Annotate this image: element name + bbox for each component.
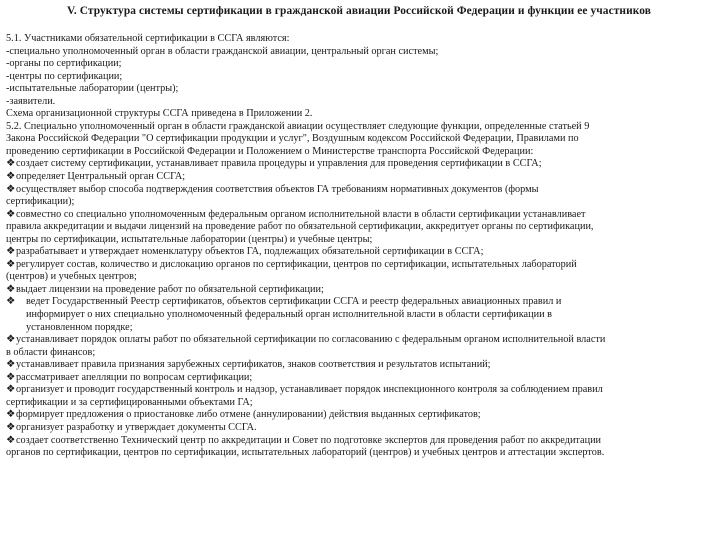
text-line: -центры по сертификации;: [6, 70, 123, 82]
text-line: -заявители.: [6, 95, 56, 107]
text-line: проведению сертификации в Российской Федерации и Положением о Министерстве транспорта Российской Федерации:: [6, 145, 534, 157]
bullet-item: [6, 409, 712, 422]
text-line: органов по сертификации, центров по сертификации, испытательных лабораторий (центров) и учебных центров и аттестации экспертов.: [6, 447, 605, 459]
text-line: (центров) и учебных центров;: [6, 271, 137, 283]
diamond-bullet-icon: ❖: [6, 283, 16, 295]
diamond-bullet-icon: ❖: [6, 246, 16, 258]
text-line: сертификации);: [6, 196, 75, 208]
diamond-bullet-icon: ❖: [6, 371, 16, 383]
bullet-item-text: организует разработку и утверждает документы ССГА.: [16, 421, 257, 433]
text-line: Закона Российской Федерации "О сертификации продукции и услуг", Воздушным кодексом Российской Федерации, Правилами по: [6, 133, 579, 145]
bullet-item-text: регулирует состав, количество и дислокацию органов по сертификации, центров по сертификации, испытательных лабораторий: [16, 258, 577, 270]
diamond-bullet-icon: ❖: [6, 359, 16, 371]
bullet-item-text: ведет Государственный Реестр сертификатов, объектов сертификации ССГА и реестр федеральных авиационных правил и: [26, 296, 562, 308]
bullet-item: [6, 422, 712, 435]
diamond-bullet-icon: ❖: [6, 421, 16, 433]
bullet-item: [6, 372, 712, 385]
bullet-item: [6, 171, 712, 184]
diamond-bullet-icon: ❖: [6, 258, 16, 270]
text-line: правила аккредитации и выдачи лицензий на проведение работ по обязательной сертификации, аккредитует органы по сертификации,: [6, 221, 594, 233]
bullet-item-text: создает систему сертификации, устанавливает правила процедуры и управления для проведения сертификации в ССГА;: [16, 158, 542, 170]
bullet-item-text: определяет Центральный орган ССГА;: [16, 171, 186, 183]
text-line: -испытательные лаборатории (центры);: [6, 83, 179, 95]
bullet-item: [6, 184, 712, 197]
text-line: установленном порядке;: [26, 321, 133, 333]
bullet-item: [6, 296, 712, 309]
diamond-bullet-icon: ❖: [6, 171, 16, 183]
text-line: информирует о них специально уполномоченный федеральный орган исполнительной власти в области сертификации в: [26, 309, 552, 321]
text-line: 5.1. Участниками обязательной сертификации в ССГА являются:: [6, 33, 290, 44]
bullet-item: [6, 209, 712, 222]
diamond-bullet-icon: ❖: [6, 384, 16, 396]
bullet-item-text: выдает лицензии на проведение работ по обязательной сертификации;: [16, 283, 324, 295]
document-body: [6, 33, 712, 460]
text-line: 5.2. Специально уполномоченный орган в области гражданской авиации осуществляет следующие функции, определенные статьей 9: [6, 120, 590, 132]
diamond-bullet-icon: ❖: [6, 409, 16, 421]
bullet-item-text: создает соответственно Технический центр по аккредитации и Совет по подготовке экспертов для проведения работ по аккредитации: [16, 434, 602, 446]
bullet-item-text: формирует предложения о приостановке либо отмене (аннулировании) действия выданных сертификатов;: [16, 409, 481, 421]
text-line: -специально уполномоченный орган в области гражданской авиации, центральный орган системы;: [6, 45, 439, 57]
bullet-item-text: организует и проводит государственный контроль и надзор, устанавливает порядок инспекционного контроля за соблюдением правил: [16, 384, 603, 396]
bullet-item: [6, 384, 712, 397]
bullet-item: [6, 284, 712, 297]
bullet-item-text: осуществляет выбор способа подтверждения соответствия объектов ГА требованиям нормативных документов (формы: [16, 183, 539, 195]
text-line: сертификации и за сертифицированными объектами ГА;: [6, 396, 253, 408]
bullet-item: [6, 334, 712, 347]
text-line: центры по сертификации, испытательные лаборатории (центры) и учебные центры;: [6, 233, 373, 245]
diamond-bullet-icon: ❖: [6, 183, 16, 195]
diamond-bullet-icon: ❖: [6, 208, 16, 220]
diamond-bullet-icon: ❖: [6, 334, 16, 346]
bullet-item-text: разрабатывает и утверждает номенклатуру объектов ГА, подлежащих обязательной сертификации в ССГА;: [16, 246, 484, 258]
bullet-item: [6, 158, 712, 171]
text-line: Схема организационной структуры ССГА приведена в Приложении 2.: [6, 108, 313, 120]
bullet-item: [6, 246, 712, 259]
bullet-item: [6, 359, 712, 372]
diamond-bullet-icon: ❖: [6, 158, 16, 170]
bullet-item-text: рассматривает апелляции по вопросам сертификации;: [16, 371, 253, 383]
bullet-item-text: совместно со специально уполномоченным федеральным органом исполнительной власти в области сертификации устанавливает: [16, 208, 586, 220]
diamond-bullet-icon: ❖: [6, 296, 16, 308]
bullet-item: [6, 435, 712, 448]
document-title: V. Структура системы сертификации в гражданской авиации Российской Федерации и функции ее участников: [66, 5, 652, 17]
diamond-bullet-icon: ❖: [6, 434, 16, 446]
bullet-item-text: устанавливает порядок оплаты работ по обязательной сертификации по согласованию с федеральным органом исполнительной власти: [16, 334, 606, 346]
bullet-item-text: устанавливает правила признания зарубежных сертификатов, знаков соответствия и результатов испытаний;: [16, 359, 491, 371]
bullet-item: [6, 259, 712, 272]
text-line: в области финансов;: [6, 346, 96, 358]
text-line: -органы по сертификации;: [6, 58, 122, 70]
